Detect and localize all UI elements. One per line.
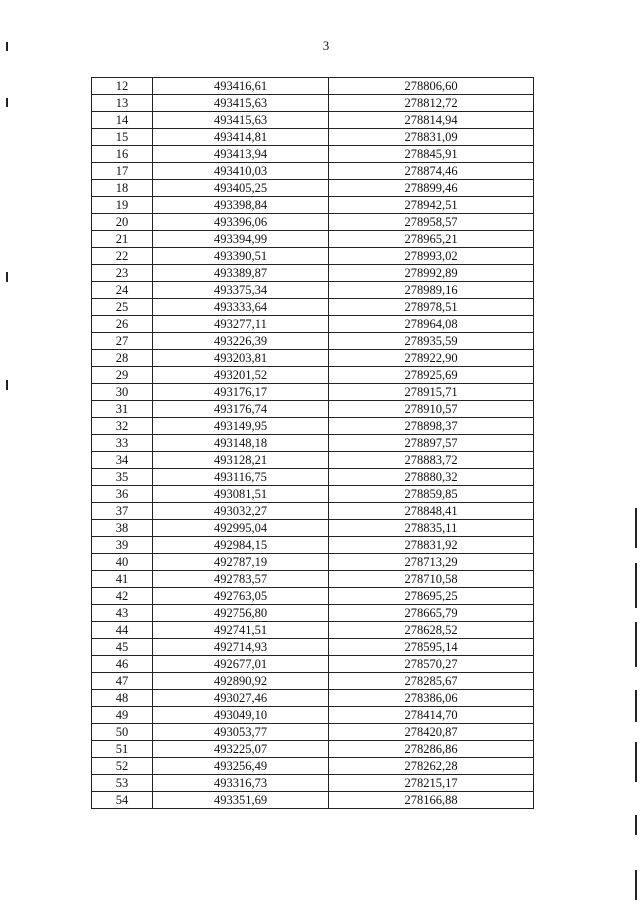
table-row: [92, 78, 534, 95]
y-coordinate-cell: 278964,08: [329, 316, 534, 333]
scan-mark: [6, 98, 8, 107]
y-coordinate-cell: 278628,52: [329, 622, 534, 639]
point-number-cell: 53: [92, 775, 153, 792]
y-coordinate-cell: 278915,71: [329, 384, 534, 401]
y-coordinate-cell: 278814,94: [329, 112, 534, 129]
point-number-cell: 43: [92, 605, 153, 622]
point-number-cell: 20: [92, 214, 153, 231]
point-number-cell: 16: [92, 146, 153, 163]
point-number-cell: 38: [92, 520, 153, 537]
table-row: [92, 248, 534, 265]
scan-mark: [635, 742, 637, 782]
point-number-cell: 31: [92, 401, 153, 418]
x-coordinate-cell: 493225,07: [153, 741, 329, 758]
x-coordinate-cell: 492756,80: [153, 605, 329, 622]
table-row: [92, 350, 534, 367]
x-coordinate-cell: 493413,94: [153, 146, 329, 163]
table-row: [92, 401, 534, 418]
y-coordinate-cell: 278880,32: [329, 469, 534, 486]
table-row: [92, 112, 534, 129]
y-coordinate-cell: 278922,90: [329, 350, 534, 367]
x-coordinate-cell: 492890,92: [153, 673, 329, 690]
table-row: [92, 792, 534, 809]
table-row: [92, 384, 534, 401]
y-coordinate-cell: 278812,72: [329, 95, 534, 112]
coordinates-table: [91, 77, 534, 809]
y-coordinate-cell: 278831,09: [329, 129, 534, 146]
x-coordinate-cell: 493410,03: [153, 163, 329, 180]
y-coordinate-cell: 278958,57: [329, 214, 534, 231]
point-number-cell: 47: [92, 673, 153, 690]
table-row: [92, 129, 534, 146]
scan-mark: [6, 272, 8, 282]
x-coordinate-cell: 492783,57: [153, 571, 329, 588]
table-row: [92, 486, 534, 503]
x-coordinate-cell: 493176,74: [153, 401, 329, 418]
table-row: [92, 622, 534, 639]
y-coordinate-cell: 278897,57: [329, 435, 534, 452]
x-coordinate-cell: 493396,06: [153, 214, 329, 231]
table-row: [92, 571, 534, 588]
table-row: [92, 537, 534, 554]
table-row: [92, 367, 534, 384]
page-number: 3: [322, 38, 330, 53]
scan-mark: [6, 380, 8, 390]
y-coordinate-cell: 278993,02: [329, 248, 534, 265]
table-row: [92, 435, 534, 452]
x-coordinate-cell: 493394,99: [153, 231, 329, 248]
point-number-cell: 32: [92, 418, 153, 435]
table-row: [92, 673, 534, 690]
table-row: [92, 656, 534, 673]
point-number-cell: 41: [92, 571, 153, 588]
table-row: [92, 231, 534, 248]
point-number-cell: 17: [92, 163, 153, 180]
point-number-cell: 27: [92, 333, 153, 350]
point-number-cell: 54: [92, 792, 153, 809]
x-coordinate-cell: 493053,77: [153, 724, 329, 741]
scan-mark: [635, 815, 637, 835]
y-coordinate-cell: 278595,14: [329, 639, 534, 656]
y-coordinate-cell: 278262,28: [329, 758, 534, 775]
table-row: [92, 741, 534, 758]
point-number-cell: 42: [92, 588, 153, 605]
point-number-cell: 44: [92, 622, 153, 639]
point-number-cell: 46: [92, 656, 153, 673]
table-row: [92, 520, 534, 537]
y-coordinate-cell: 278835,11: [329, 520, 534, 537]
y-coordinate-cell: 278899,46: [329, 180, 534, 197]
x-coordinate-cell: 493081,51: [153, 486, 329, 503]
y-coordinate-cell: 278665,79: [329, 605, 534, 622]
y-coordinate-cell: 278695,25: [329, 588, 534, 605]
y-coordinate-cell: 278942,51: [329, 197, 534, 214]
point-number-cell: 49: [92, 707, 153, 724]
table-row: [92, 214, 534, 231]
x-coordinate-cell: 493201,52: [153, 367, 329, 384]
x-coordinate-cell: 493128,21: [153, 452, 329, 469]
y-coordinate-cell: 278570,27: [329, 656, 534, 673]
x-coordinate-cell: 492787,19: [153, 554, 329, 571]
table-row: [92, 469, 534, 486]
table-row: [92, 333, 534, 350]
point-number-cell: 23: [92, 265, 153, 282]
y-coordinate-cell: 278992,89: [329, 265, 534, 282]
point-number-cell: 21: [92, 231, 153, 248]
y-coordinate-cell: 278713,29: [329, 554, 534, 571]
table-row: [92, 163, 534, 180]
point-number-cell: 34: [92, 452, 153, 469]
point-number-cell: 24: [92, 282, 153, 299]
x-coordinate-cell: 493316,73: [153, 775, 329, 792]
y-coordinate-cell: 278935,59: [329, 333, 534, 350]
scan-mark: [635, 690, 637, 722]
table-row: [92, 452, 534, 469]
x-coordinate-cell: 493203,81: [153, 350, 329, 367]
y-coordinate-cell: 278285,67: [329, 673, 534, 690]
y-coordinate-cell: 278845,91: [329, 146, 534, 163]
scan-mark: [635, 563, 637, 608]
x-coordinate-cell: 493389,87: [153, 265, 329, 282]
y-coordinate-cell: 278166,88: [329, 792, 534, 809]
table-row: [92, 588, 534, 605]
x-coordinate-cell: 493351,69: [153, 792, 329, 809]
y-coordinate-cell: 278286,86: [329, 741, 534, 758]
point-number-cell: 39: [92, 537, 153, 554]
table-row: [92, 282, 534, 299]
x-coordinate-cell: 492677,01: [153, 656, 329, 673]
point-number-cell: 52: [92, 758, 153, 775]
table-row: [92, 554, 534, 571]
x-coordinate-cell: 493226,39: [153, 333, 329, 350]
y-coordinate-cell: 278883,72: [329, 452, 534, 469]
y-coordinate-cell: 278965,21: [329, 231, 534, 248]
x-coordinate-cell: 493405,25: [153, 180, 329, 197]
x-coordinate-cell: 493333,64: [153, 299, 329, 316]
table-row: [92, 503, 534, 520]
x-coordinate-cell: 492714,93: [153, 639, 329, 656]
point-number-cell: 22: [92, 248, 153, 265]
point-number-cell: 35: [92, 469, 153, 486]
point-number-cell: 40: [92, 554, 153, 571]
point-number-cell: 51: [92, 741, 153, 758]
point-number-cell: 13: [92, 95, 153, 112]
point-number-cell: 15: [92, 129, 153, 146]
point-number-cell: 29: [92, 367, 153, 384]
table-row: [92, 775, 534, 792]
x-coordinate-cell: 493416,61: [153, 78, 329, 95]
x-coordinate-cell: 493049,10: [153, 707, 329, 724]
x-coordinate-cell: 493148,18: [153, 435, 329, 452]
point-number-cell: 33: [92, 435, 153, 452]
point-number-cell: 36: [92, 486, 153, 503]
table-row: [92, 197, 534, 214]
y-coordinate-cell: 278831,92: [329, 537, 534, 554]
table-row: [92, 146, 534, 163]
table-row: [92, 724, 534, 741]
table-row: [92, 316, 534, 333]
point-number-cell: 12: [92, 78, 153, 95]
x-coordinate-cell: 493116,75: [153, 469, 329, 486]
x-coordinate-cell: 493032,27: [153, 503, 329, 520]
x-coordinate-cell: 492984,15: [153, 537, 329, 554]
y-coordinate-cell: 278859,85: [329, 486, 534, 503]
y-coordinate-cell: 278420,87: [329, 724, 534, 741]
x-coordinate-cell: 493414,81: [153, 129, 329, 146]
point-number-cell: 19: [92, 197, 153, 214]
y-coordinate-cell: 278989,16: [329, 282, 534, 299]
scan-mark: [635, 622, 637, 667]
x-coordinate-cell: 492763,05: [153, 588, 329, 605]
coordinates-table-body: [92, 78, 534, 809]
x-coordinate-cell: 492741,51: [153, 622, 329, 639]
scan-mark: [635, 870, 637, 900]
y-coordinate-cell: 278386,06: [329, 690, 534, 707]
y-coordinate-cell: 278806,60: [329, 78, 534, 95]
x-coordinate-cell: 493398,84: [153, 197, 329, 214]
table-row: [92, 418, 534, 435]
point-number-cell: 28: [92, 350, 153, 367]
point-number-cell: 50: [92, 724, 153, 741]
x-coordinate-cell: 493375,34: [153, 282, 329, 299]
y-coordinate-cell: 278898,37: [329, 418, 534, 435]
y-coordinate-cell: 278710,58: [329, 571, 534, 588]
scan-mark: [6, 42, 8, 51]
point-number-cell: 37: [92, 503, 153, 520]
y-coordinate-cell: 278414,70: [329, 707, 534, 724]
table-row: [92, 605, 534, 622]
x-coordinate-cell: 493256,49: [153, 758, 329, 775]
table-row: [92, 639, 534, 656]
y-coordinate-cell: 278215,17: [329, 775, 534, 792]
x-coordinate-cell: 493149,95: [153, 418, 329, 435]
y-coordinate-cell: 278848,41: [329, 503, 534, 520]
x-coordinate-cell: 493415,63: [153, 112, 329, 129]
point-number-cell: 48: [92, 690, 153, 707]
table-row: [92, 95, 534, 112]
table-row: [92, 299, 534, 316]
point-number-cell: 25: [92, 299, 153, 316]
table-row: [92, 265, 534, 282]
x-coordinate-cell: 493277,11: [153, 316, 329, 333]
x-coordinate-cell: 493176,17: [153, 384, 329, 401]
x-coordinate-cell: 493390,51: [153, 248, 329, 265]
table-row: [92, 180, 534, 197]
point-number-cell: 30: [92, 384, 153, 401]
x-coordinate-cell: 492995,04: [153, 520, 329, 537]
table-row: [92, 758, 534, 775]
y-coordinate-cell: 278910,57: [329, 401, 534, 418]
x-coordinate-cell: 493027,46: [153, 690, 329, 707]
point-number-cell: 18: [92, 180, 153, 197]
point-number-cell: 26: [92, 316, 153, 333]
scan-mark: [635, 508, 637, 548]
x-coordinate-cell: 493415,63: [153, 95, 329, 112]
point-number-cell: 45: [92, 639, 153, 656]
table-row: [92, 690, 534, 707]
table-row: [92, 707, 534, 724]
y-coordinate-cell: 278925,69: [329, 367, 534, 384]
y-coordinate-cell: 278978,51: [329, 299, 534, 316]
point-number-cell: 14: [92, 112, 153, 129]
y-coordinate-cell: 278874,46: [329, 163, 534, 180]
